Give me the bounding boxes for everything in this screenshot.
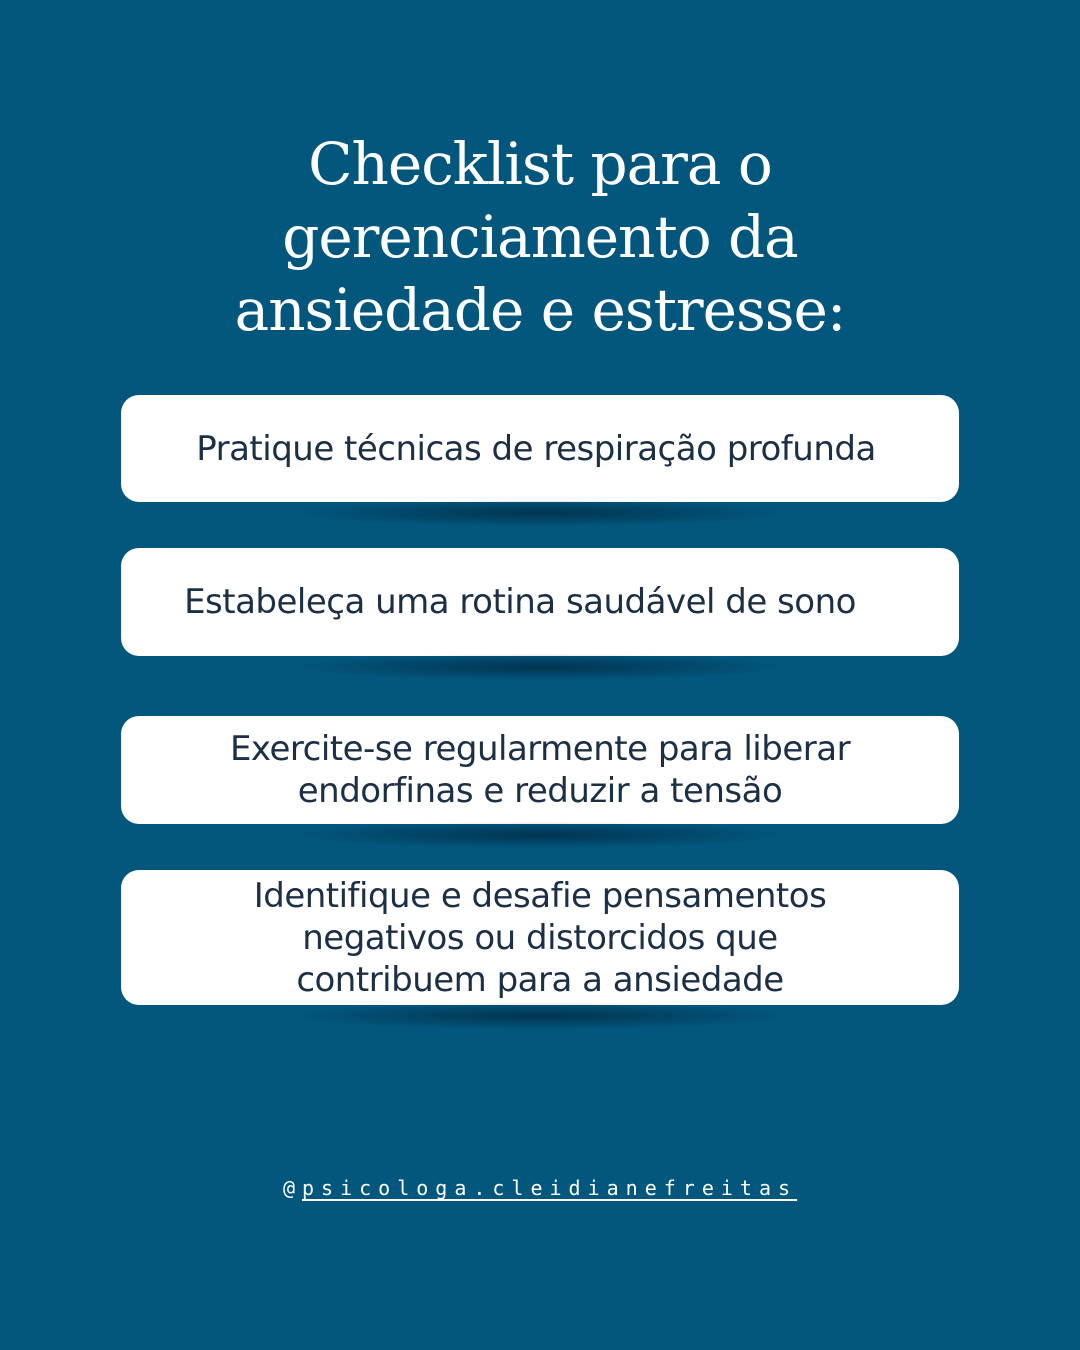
title-line-2: gerenciamento da bbox=[282, 203, 798, 271]
title-line-3: ansiedade e estresse: bbox=[234, 276, 846, 344]
checklist-item-text bbox=[184, 581, 896, 623]
title-line-1: Checklist para o bbox=[308, 130, 772, 198]
card-shadow bbox=[300, 654, 780, 680]
handle-at-symbol: @ bbox=[282, 1176, 302, 1200]
card-shadow bbox=[300, 822, 780, 848]
page-title bbox=[0, 128, 1080, 347]
checklist-item-thoughts bbox=[121, 870, 959, 1005]
checklist-item-text bbox=[254, 875, 827, 1001]
checklist-item-line: Pratique técnicas de respiração profunda bbox=[196, 428, 876, 469]
checklist-item-line: endorfinas e reduzir a tensão bbox=[297, 771, 783, 811]
checklist-item-breathing bbox=[121, 395, 959, 502]
checklist-item-sleep bbox=[121, 548, 959, 656]
checklist-item-line: contribuem para a ansiedade bbox=[296, 959, 784, 1000]
checklist-item-line: Estabeleça uma rotina saudável de sono bbox=[184, 582, 856, 622]
checklist-item-line: Identifique e desafie pensamentos bbox=[253, 875, 827, 916]
checklist-item-text bbox=[230, 728, 850, 812]
checklist-item-exercise bbox=[121, 716, 959, 824]
checklist-item-line: negativos ou distorcidos que bbox=[302, 917, 778, 958]
card-shadow bbox=[300, 1003, 780, 1029]
checklist-item-text bbox=[196, 428, 884, 470]
card-shadow bbox=[300, 500, 780, 526]
handle-name: psicologa.cleidianefreitas bbox=[301, 1176, 798, 1200]
checklist-item-line: Exercite-se regularmente para liberar bbox=[229, 729, 851, 769]
social-handle bbox=[0, 1176, 1080, 1200]
